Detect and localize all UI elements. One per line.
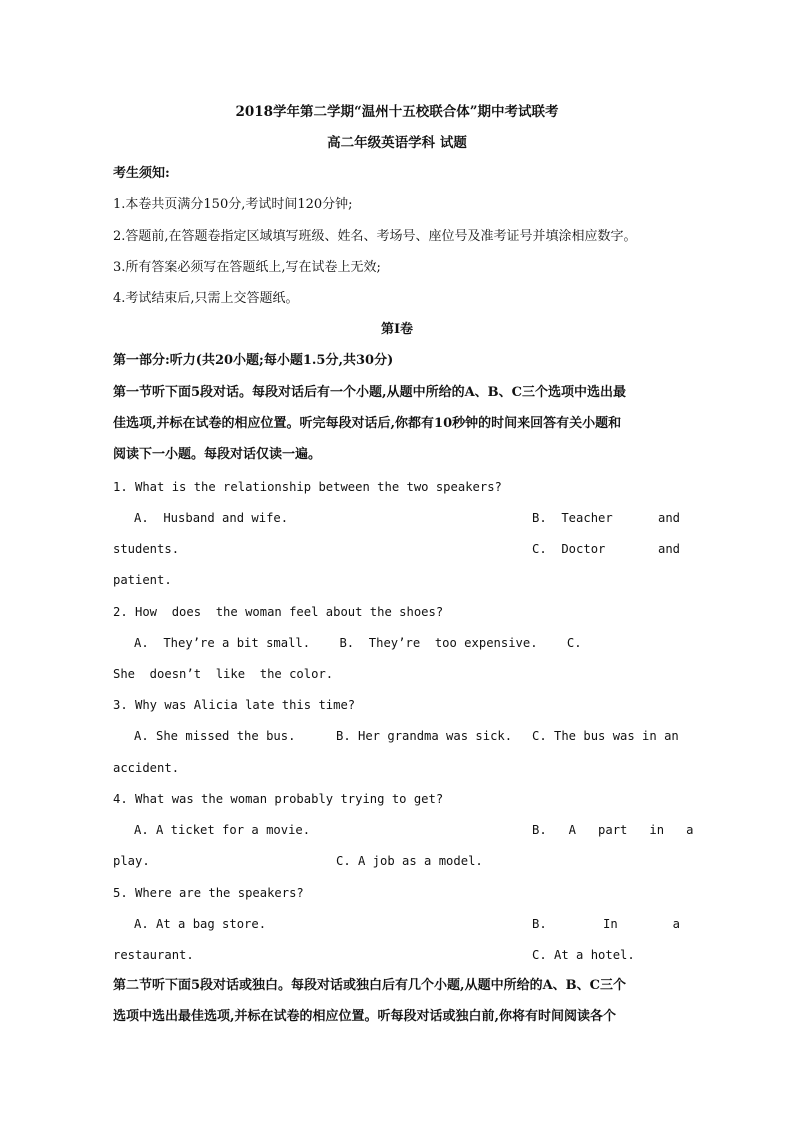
option-c-continued: and (657, 542, 680, 556)
section1-instruction: 阅读下一小题。每段对话仅读一遍。 (113, 447, 322, 462)
question-stem: 4. What was the woman probably trying to get? (113, 792, 444, 806)
options-line: A. They’re a bit small. B. They’re too expensive. C. (134, 636, 582, 650)
section2-instruction: 第二节听下面5段对话或独白。每段对话或独白后有几个小题,从题中所给的A、B、C三个 (113, 978, 626, 993)
notice-item: 2.答题前,在答题卷指定区域填写班级、姓名、考场号、座位号及准考证号并填涂相应数字。 (113, 229, 637, 244)
part1-heading: 第一部分:听力(共20小题;每小题1.5分,共30分) (113, 353, 394, 368)
option-b: B. Her grandma was sick. (336, 729, 513, 743)
option-a: A. She missed the bus. (134, 729, 296, 743)
exam-title: 2018学年第二学期“温州十五校联合体”期中考试联考 (235, 104, 559, 120)
notice-item: 1.本卷共页满分150分,考试时间120分钟; (113, 197, 353, 212)
option-b-word: In (603, 917, 618, 931)
option-c-continued: patient. (113, 573, 172, 587)
question-stem: 2. How does the woman feel about the shoes? (113, 605, 444, 619)
option-b-continued: restaurant. (113, 948, 194, 962)
option-b: B. (532, 917, 547, 931)
option-b: B. Teacher (532, 511, 613, 525)
section1-instruction: 第一节听下面5段对话。每段对话后有一个小题,从题中所给的A、B、C三个选项中选出最 (113, 385, 626, 400)
option-b: B. A part in a (532, 823, 694, 837)
option-c: C. At a hotel. (532, 948, 635, 962)
notice-item: 4.考试结束后,只需上交答题纸。 (113, 291, 299, 306)
option-c: C. The bus was in an (532, 729, 679, 743)
section2-instruction: 选项中选出最佳选项,并标在试卷的相应位置。听每段对话或独白前,你将有时间阅读各个 (113, 1009, 617, 1024)
option-b-continued: and (657, 511, 680, 525)
option-b-continued: students. (113, 542, 180, 556)
option-b-continued: play. (113, 854, 150, 868)
option-c-continued: She doesn’t like the color. (113, 667, 334, 681)
option-a: A. At a bag store. (134, 917, 267, 931)
option-b-word: a (672, 917, 680, 931)
option-a: A. A ticket for a movie. (134, 823, 311, 837)
option-c: C. A job as a model. (336, 854, 483, 868)
volume-heading: 第I卷 (380, 322, 414, 337)
question-stem: 3. Why was Alicia late this time? (113, 698, 356, 712)
option-a: A. Husband and wife. (134, 511, 289, 525)
notice-heading: 考生须知: (113, 166, 170, 181)
section1-instruction: 佳选项,并标在试卷的相应位置。听完每段对话后,你都有10秒钟的时间来回答有关小题和 (113, 416, 622, 431)
question-stem: 5. Where are the speakers? (113, 886, 304, 900)
option-c-continued: accident. (113, 761, 180, 775)
option-c: C. Doctor (532, 542, 606, 556)
question-stem: 1. What is the relationship between the two speakers? (113, 480, 502, 494)
exam-subtitle: 高二年级英语学科 试题 (327, 135, 467, 151)
notice-item: 3.所有答案必须写在答题纸上,写在试卷上无效; (113, 260, 381, 275)
